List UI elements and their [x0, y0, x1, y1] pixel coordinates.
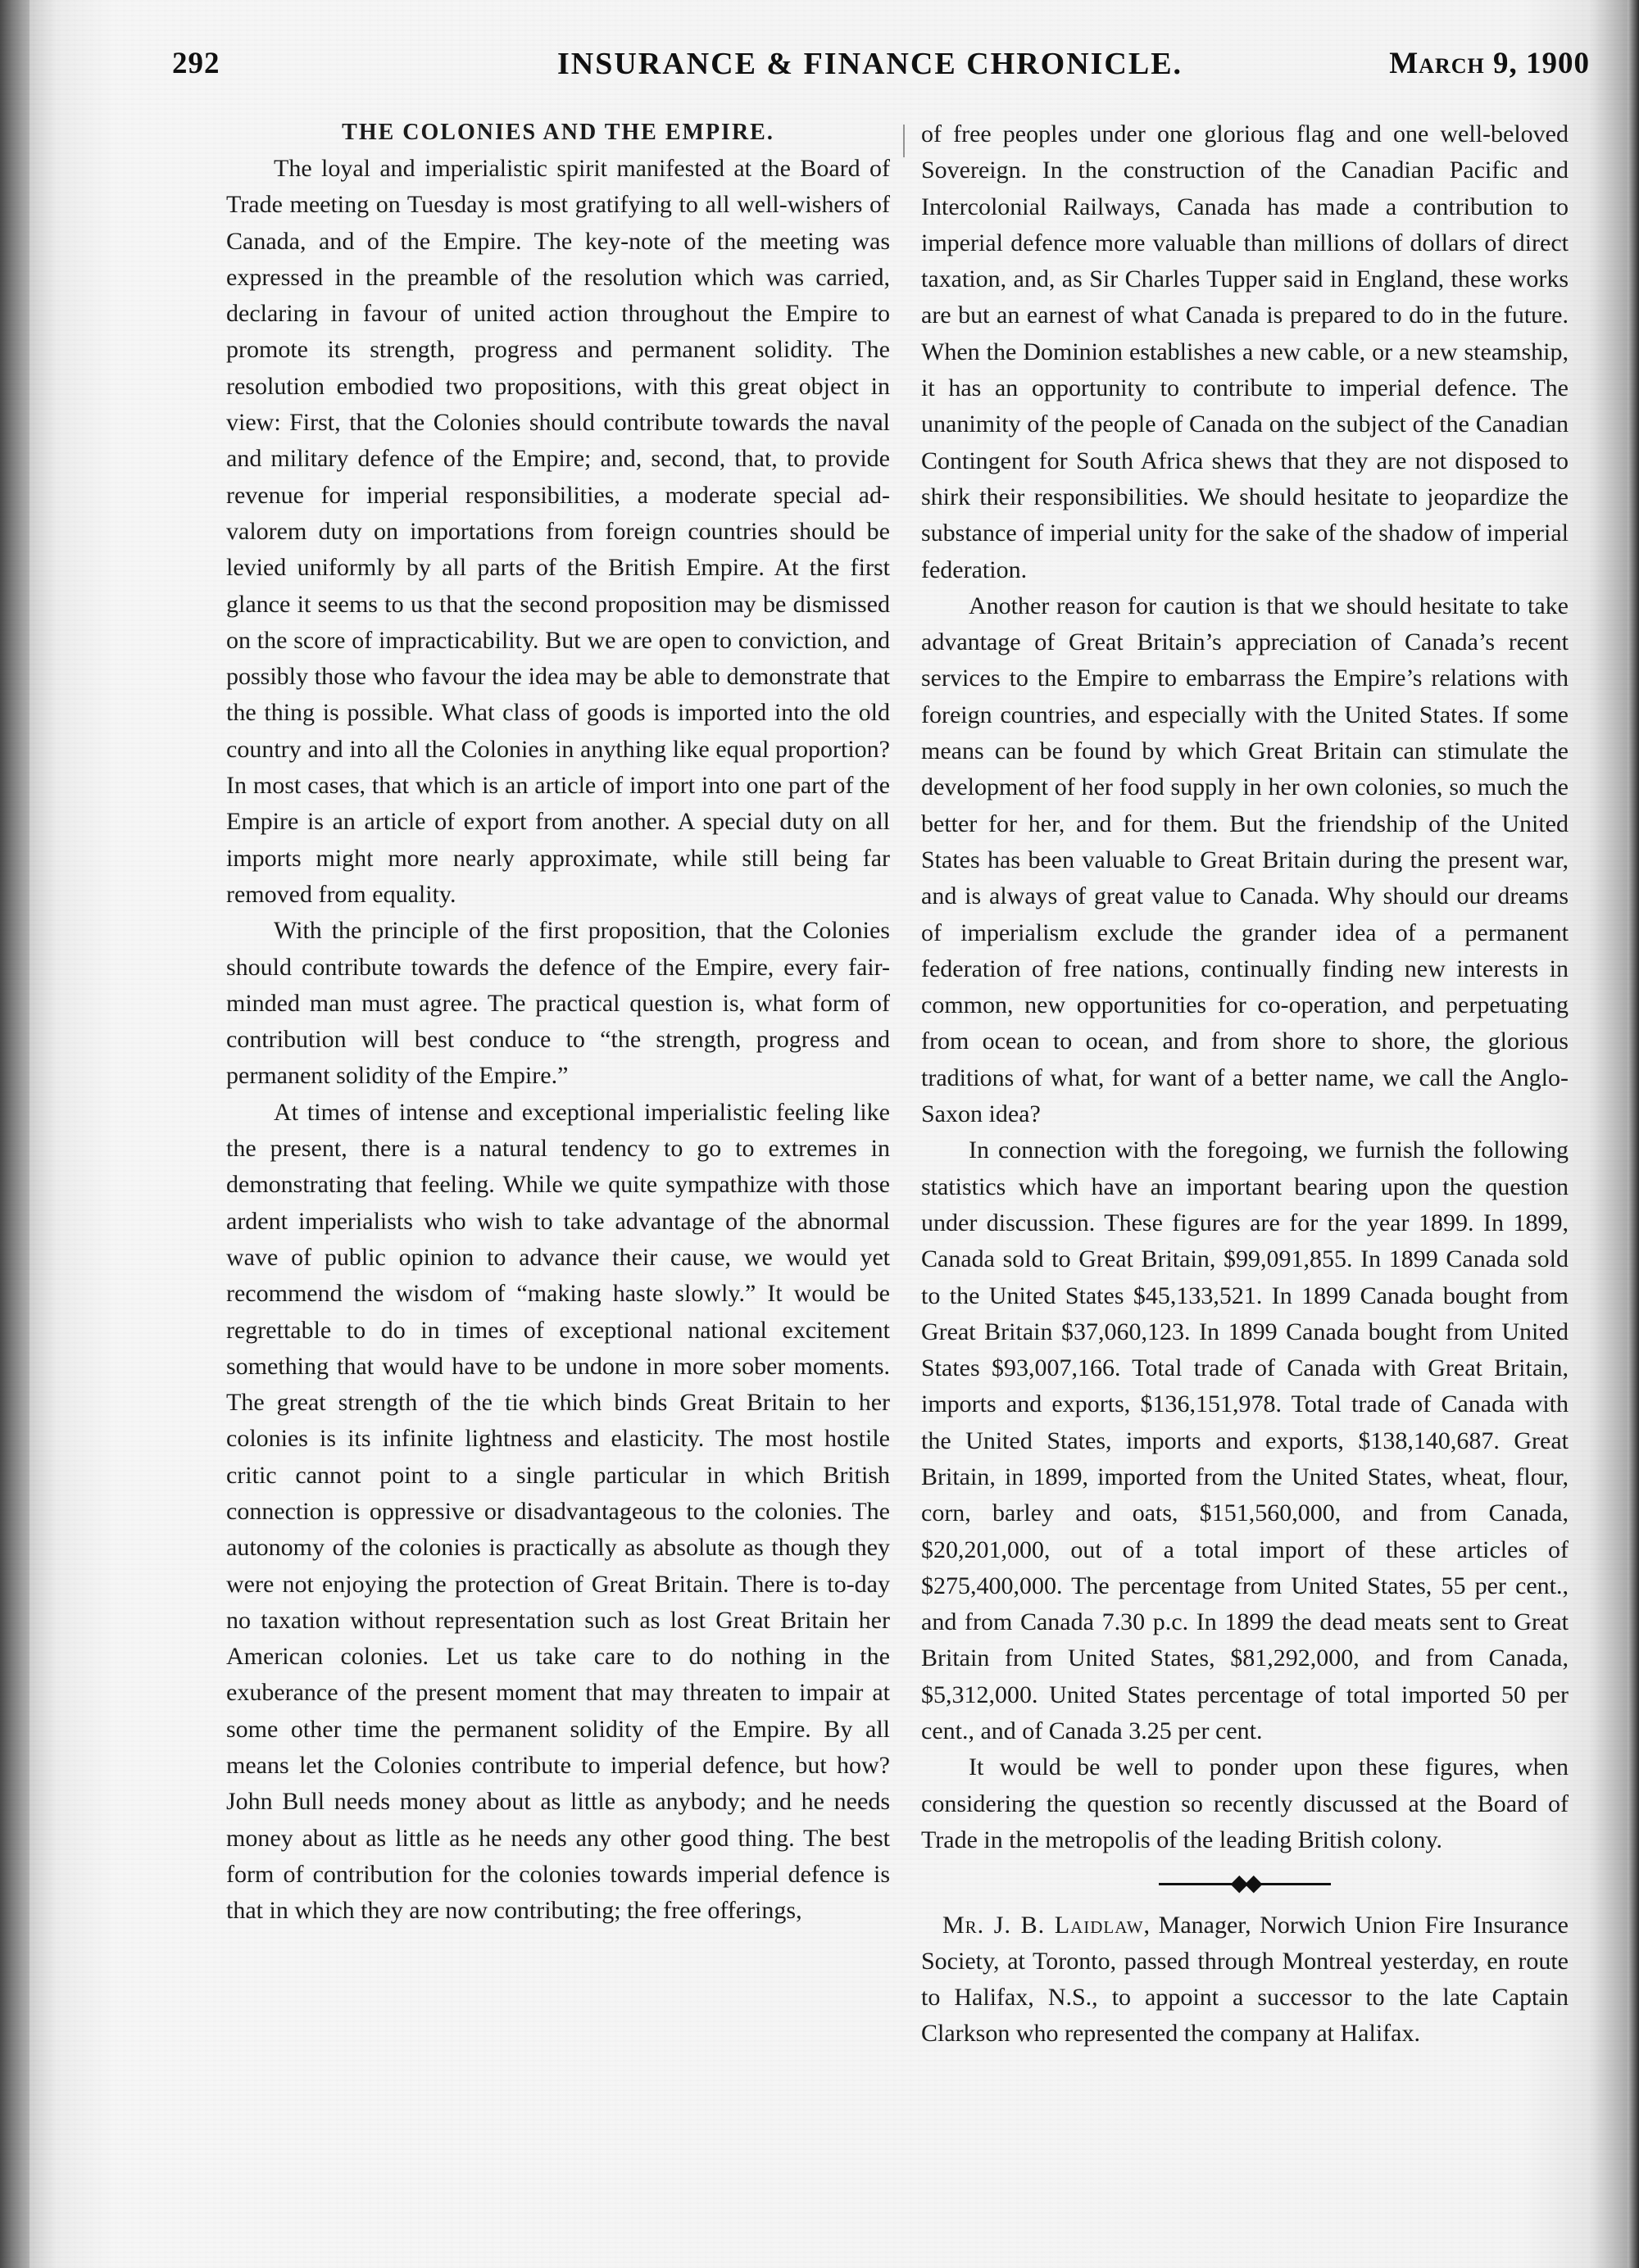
section-divider	[921, 1865, 1569, 1904]
article-continued-paragraph: of free peoples under one glorious flag and one well-beloved Sovereign. In the construction of the Canadian Pacific and Intercolonial Railways, Canada has made a contribution to imperial defence more valuable than millions of dollars of direct taxation, and, as Sir Charles Tupper said in England, these works are but an earnest of what Canada is prepared to do in the future. When the Dominion establishes a new cable, or a new steamship, it has an opportunity to contribute to imperial defence. The unanimity of the people of Canada on the subject of the Canadian Contingent for South Africa shews that they are not disposed to shirk their responsibilities. We should hesitate to jeopardize the substance of imperial unity for the sake of the shadow of imperial federation.	[921, 120, 1569, 583]
article-paragraph: With the principle of the first proposition, that the Colonies should contribute towards the defence of the Empire, every fair-minded man must agree. The practical question is, what form of contribution will best conduce to “the strength, progress and permanent solidity of the Empire.”	[226, 917, 890, 1090]
page-header	[172, 46, 1590, 88]
right-text-column	[921, 116, 1569, 2052]
article-paragraph: The loyal and imperialistic spirit manifested at the Board of Trade meeting on Tuesday is most gratifying to all well-wishers of Canada, and of the Empire. The key-note of the meeting was expressed in the preamble of the resolution which was carried, declaring in favour of united action throughout the Empire to promote its strength, progress and permanent solidity. The resolution embodied two propositions, with this great object in view: First, that the Colonies should contribute towards the naval and military defence of the Empire; and, second, that, to provide revenue for imperial responsibilities, a moderate special ad-valorem duty on importations from foreign countries should be levied uniformly by all parts of the British Empire. At the first glance it seems to us that the second proposition may be dismissed on the score of impracticability. But we are open to conviction, and possibly those who favour the idea may be able to demonstrate that the thing is possible. What class of goods is imported into the old country and into all the Colonies in anything like equal proportion? In most cases, that which is an article of import into one part of the Empire is an article of export from another. A special duty on all imports might more nearly approximate, while still being far removed from equality.	[226, 155, 890, 908]
personal-note-text: , Manager, Norwich Union Fire Insurance Society, at Toronto, passed through Montreal yesterday, en route to Halifax, N.S., to appoint a successor to the late Captain Clarkson who represented the company at Halifax.	[921, 1912, 1569, 2048]
diamond-ornament-icon: ◆◆	[1230, 1871, 1260, 1897]
left-text-column	[226, 116, 890, 1930]
publication-title: INSURANCE & FINANCE CHRONICLE.	[557, 47, 1183, 81]
article-title: THE COLONIES AND THE EMPIRE.	[342, 120, 774, 145]
statistics-paragraph: In connection with the foregoing, we furnish the following statistics which have an important bearing upon the question under discussion. These figures are for the year 1899. In 1899, Canada sold to Great Britain, $99,091,855. In 1899 Canada sold to the United States $45,133,521. In 1899 Canada bought from Great Britain $37,060,123. In 1899 Canada bought from United States $93,007,166. Total trade of Canada with Great Britain, imports and exports, $136,151,978. Total trade of Canada with the United States, imports and exports, $138,140,687. Great Britain, in 1899, imported from the United States, wheat, flour, corn, barley and oats, $151,560,000, and from Canada, $20,201,000, out of a total import of these articles of $275,400,000. The percentage from United States, 55 per cent., and from Canada 7.30 p.c. In 1899 the dead meats sent to Great Britain from United States, $81,292,000, and from Canada, $5,312,000. United States percentage of total imported 50 per cent., and of Canada 3.25 per cent.	[921, 1136, 1569, 1745]
article-paragraph: It would be well to ponder upon these figures, when considering the question so recently discussed at the Board of Trade in the metropolis of the leading British colony.	[921, 1753, 1569, 1853]
issue-date: March 9, 1900	[1389, 47, 1590, 80]
personal-note	[921, 1907, 1569, 2052]
article-paragraph: At times of intense and exceptional imperialistic feeling like the present, there is a natural tendency to go to extremes in demonstrating that feeling. While we quite sympathize with those ardent imperialists who wish to take advantage of the abnormal wave of public opinion to advance their cause, we would yet recommend the wisdom of “making haste slowly.” It would be regrettable to do in times of exceptional national excitement something that would have to be undone in more sober moments. The great strength of the tie which binds Great Britain to her colonies is its infinite lightness and elasticity. The most hostile critic cannot point to a single particular in which British connection is oppressive or disadvantageous to the colonies. The autonomy of the colonies is practically as absolute as though they were not enjoying the protection of Great Britain. There is to-day no taxation without representation such as lost Great Britain her American colonies. Let us take care to do nothing in the exuberance of the present moment that may threaten to impair at some other time the permanent solidity of the Empire. By all means let the Colonies contribute to imperial defence, but how? John Bull needs money about as little as anybody; and he needs money about as little as he needs any other good thing. The best form of contribution for the colonies towards imperial defence is that in which they are now contributing; the free offerings,	[226, 1098, 890, 1925]
column-divider	[903, 125, 905, 157]
scanned-page-right-shadow	[1628, 0, 1639, 2268]
page-number: 292	[172, 47, 220, 80]
article-paragraph: Another reason for caution is that we should hesitate to take advantage of Great Britain’s appreciation of Canada’s recent services to the Empire to embarrass the Empire’s relations with foreign countries, and especially with the United States. If some means can be found by which Great Britain can stimulate the development of her food supply in her own colonies, so much the better for her, and for them. But the friendship of the United States has been valuable to Great Britain during the present war, and is always of great value to Canada. Why should our dreams of imperialism exclude the grander idea of a permanent federation of free nations, continually finding new interests in common, new opportunities for co-operation, and perpetuating from ocean to ocean, and from shore to shore, the glorious traditions of what, for want of a better name, we call the Anglo-Saxon idea?	[921, 592, 1569, 1128]
scanned-page-left-shadow	[0, 0, 30, 2268]
personal-note-name: Mr. J. B. Laidlaw	[942, 1912, 1144, 1939]
